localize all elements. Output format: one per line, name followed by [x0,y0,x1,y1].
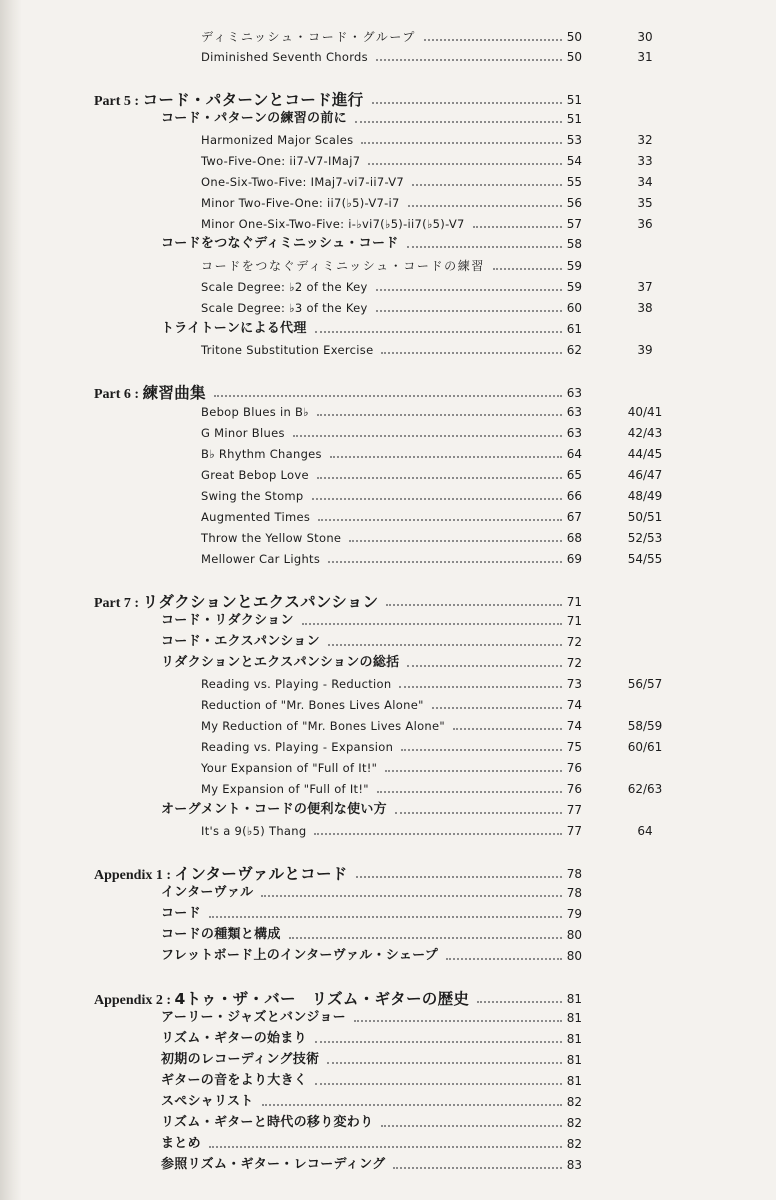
toc-entry [0,1050,776,1070]
toc-page-number: 77 [566,824,582,838]
toc-page-number: 61 [566,322,582,336]
toc-entry [0,256,776,276]
toc-entry [0,904,776,924]
leader-dots [315,1041,562,1043]
toc-entry [0,549,776,569]
toc-page-number: 51 [566,93,582,107]
leader-dots [377,791,562,793]
toc-page-number: 72 [566,635,582,649]
toc-entry [0,716,776,736]
toc-cd-track: 48/49 [627,489,663,503]
toc-page-number: 56 [566,196,582,210]
toc-entry [0,109,776,129]
toc-entry-title: It's a 9(♭5) Thang [201,824,307,838]
toc-page-number: 68 [566,531,582,545]
leader-dots [293,435,562,437]
leader-dots [368,163,562,165]
toc-entry [0,653,776,673]
toc-entry-title: Minor Two-Five-One: ii7(♭5)-V7-i7 [201,196,400,210]
toc-page-number: 71 [566,614,582,628]
toc-entry [0,737,776,757]
leader-dots [327,1062,562,1064]
toc-page-number: 58 [566,237,582,251]
toc-entry [0,1113,776,1133]
toc-page-number: 81 [566,1011,582,1025]
toc-entry-title: Reduction of "Mr. Bones Lives Alone" [201,698,424,712]
toc-entry [0,234,776,254]
toc-entry [0,883,776,903]
toc-entry-title: コード [161,906,201,921]
toc-page-number: 81 [566,992,582,1006]
toc-page-number: 76 [566,761,582,775]
toc-page-number: 51 [566,112,582,126]
toc-entry-title: Your Expansion of "Full of It!" [201,761,378,775]
toc-entry [0,47,776,67]
leader-dots [393,1167,562,1169]
toc-part-title: 練習曲集 [142,384,206,402]
toc-page-number: 67 [566,510,582,524]
toc-entry [0,214,776,234]
toc-entry [0,486,776,506]
toc-cd-track: 58/59 [627,719,663,733]
leader-dots [354,1020,562,1022]
leader-dots [432,707,562,709]
toc-cd-track: 60/61 [627,740,663,754]
toc-entry [0,298,776,318]
toc-page-number: 63 [566,386,582,400]
toc-entry-title: Tritone Substitution Exercise [201,343,374,357]
toc-cd-track: 38 [637,301,653,315]
toc-cd-track: 54/55 [627,552,663,566]
toc-cd-track: 32 [637,133,653,147]
toc-entry [0,695,776,715]
toc-page-number: 55 [566,175,582,189]
leader-dots [412,184,562,186]
toc-entry-title: アーリー・ジャズとバンジョー [161,1010,346,1025]
toc-cd-track: 34 [637,175,653,189]
toc-entry-title: G Minor Blues [201,426,285,440]
toc-cd-track: 52/53 [627,531,663,545]
toc-entry-title: コードの種類と構成 [161,927,281,942]
toc-part-label: Part 7 : [94,596,143,611]
toc-entry-title: Throw the Yellow Stone [201,531,342,545]
toc-entry-title: Scale Degree: ♭3 of the Key [201,301,368,315]
toc-entry [0,946,776,966]
toc-part-title: 4トゥ・ザ・バー リズム・ギターの歴史 [174,990,470,1008]
toc-entry [0,27,776,47]
toc-entry [0,674,776,694]
toc-cd-track: 56/57 [627,677,663,691]
leader-dots [318,519,562,521]
leader-dots [312,498,562,500]
toc-entry-title: My Expansion of "Full of It!" [201,782,369,796]
toc-page-number: 80 [566,928,582,942]
toc-page-number: 78 [566,886,582,900]
toc-entry [0,507,776,527]
toc-entry-title: フレットボード上のインターヴァル・シェープ [161,948,439,963]
toc-entry-title: Swing the Stomp [201,489,304,503]
toc-page-number: 63 [566,426,582,440]
toc-entry [0,800,776,820]
leader-dots [349,540,562,542]
toc-cd-track: 37 [637,280,653,294]
toc-entry-title: トライトーンによる代理 [161,321,307,336]
toc-cd-track: 35 [637,196,653,210]
leader-dots [214,395,562,397]
toc-entry [0,465,776,485]
toc-cd-track: 33 [637,154,653,168]
leader-dots [330,456,562,458]
leader-dots [317,477,562,479]
toc-entry-title: Harmonized Major Scales [201,133,354,147]
toc-cd-track: 64 [637,824,653,838]
toc-entry [0,632,776,652]
toc-page-number: 53 [566,133,582,147]
toc-part-title: インターヴァルとコード [174,865,348,883]
leader-dots [209,1146,562,1148]
toc-entry [0,130,776,150]
toc-entry [0,277,776,297]
toc-cd-track: 62/63 [627,782,663,796]
leader-dots [407,246,562,248]
toc-entry-title: Mellower Car Lights [201,552,321,566]
toc-page-number: 82 [566,1095,582,1109]
leader-dots [209,916,562,918]
toc-entry-title: コードをつなぐディミニッシュ・コードの練習 [201,259,485,273]
toc-entry-title: ギターの音をより大きく [161,1073,308,1088]
toc-entry [0,1092,776,1112]
toc-page-number: 81 [566,1053,582,1067]
toc-page-number: 80 [566,949,582,963]
toc-entry-title: まとめ [161,1136,201,1151]
toc-entry-title: 初期のレコーディング技術 [161,1052,320,1067]
toc-part-label: Appendix 1 : [94,868,175,883]
toc-entry-title: コード・パターンの練習の前に [161,111,347,126]
leader-dots [401,749,562,751]
toc-entry-title: Great Bebop Love [201,468,309,482]
toc-entry-title: Reading vs. Playing - Reduction [201,677,392,691]
toc-entry-title: リズム・ギターと時代の移り変わり [161,1115,374,1130]
toc-entry [0,444,776,464]
toc-entry [0,172,776,192]
toc-page-number: 82 [566,1116,582,1130]
leader-dots [408,205,562,207]
toc-page-number: 78 [566,867,582,881]
toc-entry-title: コードをつなぐディミニッシュ・コード [161,236,399,251]
toc-entry [0,151,776,171]
leader-dots [381,352,562,354]
toc-entry-title: One-Six-Two-Five: IMaj7-vi7-ii7-V7 [201,175,405,189]
toc-part-title: リダクションとエクスパンション [142,593,379,611]
toc-page-number: 62 [566,343,582,357]
toc-entry [0,1071,776,1091]
toc-cd-track: 39 [637,343,653,357]
toc-entry [0,758,776,778]
toc-page-number: 74 [566,719,582,733]
toc-entry [0,1008,776,1028]
toc-page-number: 81 [566,1032,582,1046]
leader-dots [262,1104,562,1106]
toc-entry-title: Reading vs. Playing - Expansion [201,740,394,754]
toc-entry-title: コード・エクスパンション [161,634,320,649]
toc-cd-track: 31 [637,50,653,64]
toc-cd-track: 50/51 [627,510,663,524]
leader-dots [361,142,562,144]
leader-dots [376,310,562,312]
toc-entry-title: インターヴァル [161,885,254,900]
toc-entry-title: Diminished Seventh Chords [201,50,368,64]
leader-dots [385,770,562,772]
leader-dots [315,1083,562,1085]
toc-page-number: 73 [566,677,582,691]
leader-dots [381,1125,562,1127]
toc-cd-track: 42/43 [627,426,663,440]
leader-dots [356,876,562,878]
toc-entry-title: ディミニッシュ・コード・グループ [201,30,416,44]
toc-entry [0,821,776,841]
toc-entry-title: Two-Five-One: ii7-V7-IMaj7 [201,154,361,168]
leader-dots [395,812,562,814]
toc-cd-track: 44/45 [627,447,663,461]
toc-page-number: 81 [566,1074,582,1088]
toc-entry-title: 参照リズム・ギター・レコーディング [161,1157,386,1172]
toc-cd-track: 40/41 [627,405,663,419]
toc-page-number: 79 [566,907,582,921]
toc-entry [0,193,776,213]
toc-entry [0,779,776,799]
toc-entry-title: リズム・ギターの始まり [161,1031,307,1046]
leader-dots [407,665,562,667]
toc-page-number: 75 [566,740,582,754]
toc-entry-title: Augmented Times [201,510,311,524]
toc-part-label: Appendix 2 : [94,993,175,1008]
toc-part-title: コード・パターンとコード進行 [142,91,364,109]
toc-page-number: 72 [566,656,582,670]
toc-page-number: 77 [566,803,582,817]
toc-entry-title: Scale Degree: ♭2 of the Key [201,280,368,294]
toc-entry [0,925,776,945]
toc-page-number: 50 [566,30,582,44]
toc-entry-title: B♭ Rhythm Changes [201,447,322,461]
toc-entry [0,1029,776,1049]
toc-page-number: 66 [566,489,582,503]
toc-page-number: 71 [566,595,582,609]
toc-entry [0,423,776,443]
toc-entry-title: Bebop Blues in B♭ [201,405,309,419]
leader-dots [302,623,562,625]
leader-dots [328,561,562,563]
toc-entry [0,1134,776,1154]
toc-page-number: 82 [566,1137,582,1151]
toc-page-number: 50 [566,50,582,64]
toc-entry-title: コード・リダクション [161,613,294,628]
toc-cd-track: 36 [637,217,653,231]
toc-entry-title: Minor One-Six-Two-Five: i-♭vi7(♭5)-ii7(♭5)-V7 [201,217,465,231]
leader-dots [328,644,562,646]
leader-dots [399,686,562,688]
toc-entry [0,319,776,339]
toc-page-number: 54 [566,154,582,168]
leader-dots [424,39,562,41]
leader-dots [372,102,562,104]
toc-entry [0,1155,776,1175]
toc-page-number: 65 [566,468,582,482]
toc-part-label: Part 6 : [94,387,143,402]
toc-page-number: 69 [566,552,582,566]
toc-entry [0,528,776,548]
leader-dots [386,604,562,606]
leader-dots [376,289,562,291]
toc-cd-track: 46/47 [627,468,663,482]
toc-page-number: 59 [566,280,582,294]
toc-page-number: 76 [566,782,582,796]
leader-dots [289,937,562,939]
leader-dots [314,833,562,835]
toc-page-number: 60 [566,301,582,315]
toc-entry [0,340,776,360]
toc-page-number: 59 [566,259,582,273]
leader-dots [355,121,562,123]
toc-entry-title: My Reduction of "Mr. Bones Lives Alone" [201,719,445,733]
toc-cd-track: 30 [637,30,653,44]
toc-page-number: 64 [566,447,582,461]
toc-entry-title: リダクションとエクスパンションの総括 [161,655,400,670]
leader-dots [261,895,562,897]
toc-page-number: 57 [566,217,582,231]
leader-dots [317,414,562,416]
leader-dots [315,331,562,333]
toc-entry [0,402,776,422]
toc-entry-title: スペシャリスト [161,1094,254,1109]
toc-page-number: 63 [566,405,582,419]
toc-part-label: Part 5 : [94,94,143,109]
toc-page-number: 74 [566,698,582,712]
toc-entry-title: オーグメント・コードの便利な使い方 [161,802,387,817]
toc-page-number: 83 [566,1158,582,1172]
toc-entry [0,611,776,631]
leader-dots [376,59,562,61]
